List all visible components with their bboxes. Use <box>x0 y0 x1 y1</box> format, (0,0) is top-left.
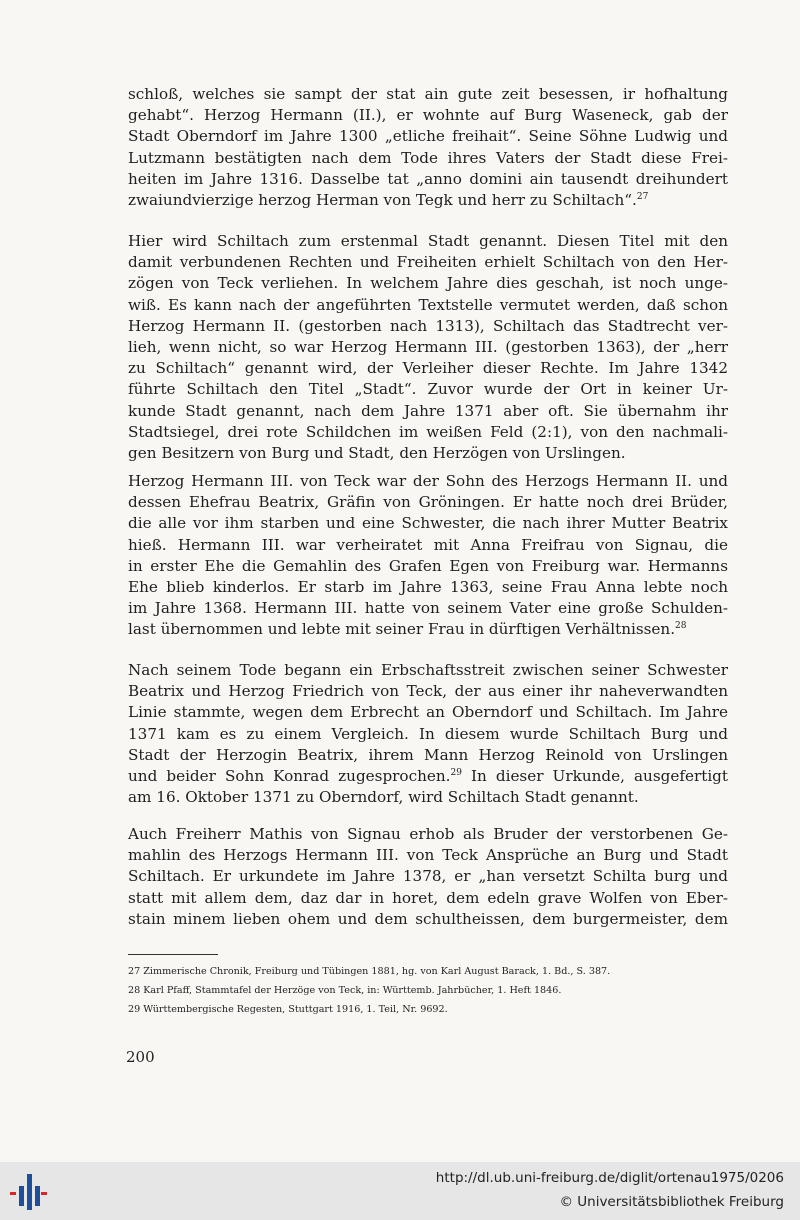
text-line: Lutzmann bestätigten nach dem Tode ihres Vaters der Stadt diese Frei- <box>128 148 728 167</box>
footnote-27: 27 Zimmerische Chronik, Freiburg und Tübingen 1881, hg. von Karl August Barack, 1. Bd., S. 387. <box>128 966 611 977</box>
page-number: 200 <box>126 1048 155 1066</box>
text-line: Beatrix und Herzog Friedrich von Teck, der aus einer ihr naheverwandten <box>128 682 728 701</box>
text-line: Stadt Oberndorf im Jahre 1300 „etliche freihait“. Seine Söhne Ludwig und <box>128 127 728 146</box>
paragraph <box>128 660 728 808</box>
text-line: Herzog Hermann III. von Teck war der Sohn des Herzogs Hermann II. und <box>128 472 728 490</box>
text-line: Auch Freiherr Mathis von Signau erhob als Bruder der verstorbenen Ge- <box>128 825 728 843</box>
text-line: Stadtsiegel, drei rote Schildchen im weißen Feld (2:1), von den nachmali- <box>128 422 728 441</box>
text-line-tail: In dieser Urkunde, ausgefertigt <box>461 767 728 786</box>
text-line: in erster Ehe die Gemahlin des Grafen Egen von Freiburg war. Hermanns <box>128 556 728 575</box>
text-line: schloß, welches sie sampt der stat ain gute zeit besessen, ir hofhaltung <box>128 85 728 103</box>
paragraph <box>128 84 728 211</box>
text-line: Linie stammte, wegen dem Erbrecht an Oberndorf und Schiltach. Im Jahre <box>128 703 728 722</box>
text-line: gehabt“. Herzog Hermann (II.), er wohnte auf Burg Waseneck, gab der <box>128 106 728 125</box>
text-line: lieh, wenn nicht, so war Herzog Hermann III. (gestorben 1363), der „herr <box>128 338 728 357</box>
text-line: am 16. Oktober 1371 zu Oberndorf, wird Schiltach Stadt genannt. <box>128 788 639 807</box>
text-line: Herzog Hermann II. (gestorben nach 1313), Schiltach das Stadtrecht ver- <box>128 316 728 335</box>
text-line: Hier wird Schiltach zum erstenmal Stadt genannt. Diesen Titel mit den <box>128 232 728 250</box>
footnotes <box>128 962 728 1019</box>
text-line: Nach seinem Tode begann ein Erbschaftsstreit zwischen seiner Schwester <box>128 661 728 679</box>
footnote-28: 28 Karl Pfaff, Stammtafel der Herzöge von Teck, in: Württemb. Jahrbücher, 1. Heft 1846. <box>128 985 562 996</box>
text-line: statt mit allem dem, daz dar in horet, dem edeln grave Wolfen von Eber- <box>128 888 728 907</box>
text-line: stain minem lieben ohem und dem schultheissen, dem burgermeister, dem <box>128 909 728 928</box>
text-line: last übernommen und lebte mit seiner Frau in dürftigen Verhältnissen.$^{28}$ <box>128 620 687 639</box>
text-line: Schiltach. Er urkundete im Jahre 1378, er „han versetzt Schilta burg und <box>128 867 728 886</box>
text-line: 1371 kam es zu einem Vergleich. In diesem wurde Schiltach Burg und <box>128 724 728 743</box>
footnote-marker[interactable]: 29 <box>450 768 462 779</box>
paragraph <box>128 231 728 464</box>
text-line: und beider Sohn Konrad zugesprochen.$^{29}$ In dieser Urkunde, ausgefertigt <box>128 767 728 786</box>
permalink-url[interactable]: http://dl.ub.uni-freiburg.de/diglit/ortenau1975/0206 <box>435 1170 784 1186</box>
text-line: Stadt der Herzogin Beatrix, ihrem Mann Herzog Reinold von Urslingen <box>128 745 728 764</box>
footnote-divider <box>128 954 218 955</box>
text-line: damit verbundenen Rechten und Freiheiten erhielt Schiltach von den Her- <box>128 253 728 272</box>
text-line: kunde Stadt genannt, nach dem Jahre 1371 aber oft. Sie übernahm ihr <box>128 401 728 420</box>
text-line: zögen von Teck verliehen. In welchem Jahre dies geschah, ist noch unge- <box>128 274 728 293</box>
text-line: Ehe blieb kinderlos. Er starb im Jahre 1363, seine Frau Anna lebte noch <box>128 578 728 597</box>
text-line: gen Besitzern von Burg und Stadt, den Herzögen von Urslingen. <box>128 444 626 463</box>
paragraph <box>128 471 728 641</box>
footnote-marker[interactable]: 28 <box>675 621 687 632</box>
text-line: führte Schiltach den Titel „Stadt“. Zuvor wurde der Ort in keiner Ur- <box>128 380 728 399</box>
copyright-notice: © Universitätsbibliothek Freiburg <box>559 1194 784 1210</box>
text-line: zwaiundvierzige herzog Herman von Tegk und herr zu Schiltach“.$^{27}$ <box>128 191 649 210</box>
viewer-footer-bar <box>0 1162 800 1220</box>
text-line: mahlin des Herzogs Hermann III. von Teck Ansprüche an Burg und Stadt <box>128 846 728 865</box>
text-line: heiten im Jahre 1316. Dasselbe tat „anno domini ain tausendt dreihundert <box>128 169 728 188</box>
footnote-29: 29 Württembergische Regesten, Stuttgart 1916, 1. Teil, Nr. 9692. <box>128 1004 448 1015</box>
text-line: die alle vor ihm starben und eine Schwester, die nach ihrer Mutter Beatrix <box>128 514 728 533</box>
footnote-marker[interactable]: 27 <box>636 192 649 203</box>
text-line: hieß. Hermann III. war verheiratet mit Anna Freifrau von Signau, die <box>128 535 728 554</box>
ub-freiburg-logo-icon[interactable] <box>8 1172 48 1212</box>
text-line: zu Schiltach“ genannt wird, der Verleiher dieser Rechte. Im Jahre 1342 <box>128 359 728 378</box>
text-line: im Jahre 1368. Hermann III. hatte von seinem Vater eine große Schulden- <box>128 599 728 618</box>
text-line: wiß. Es kann nach der angeführten Textstelle vermutet werden, daß schon <box>128 295 728 314</box>
paragraph <box>128 824 728 930</box>
text-line: dessen Ehefrau Beatrix, Gräfin von Gröningen. Er hatte noch drei Brüder, <box>128 493 728 512</box>
